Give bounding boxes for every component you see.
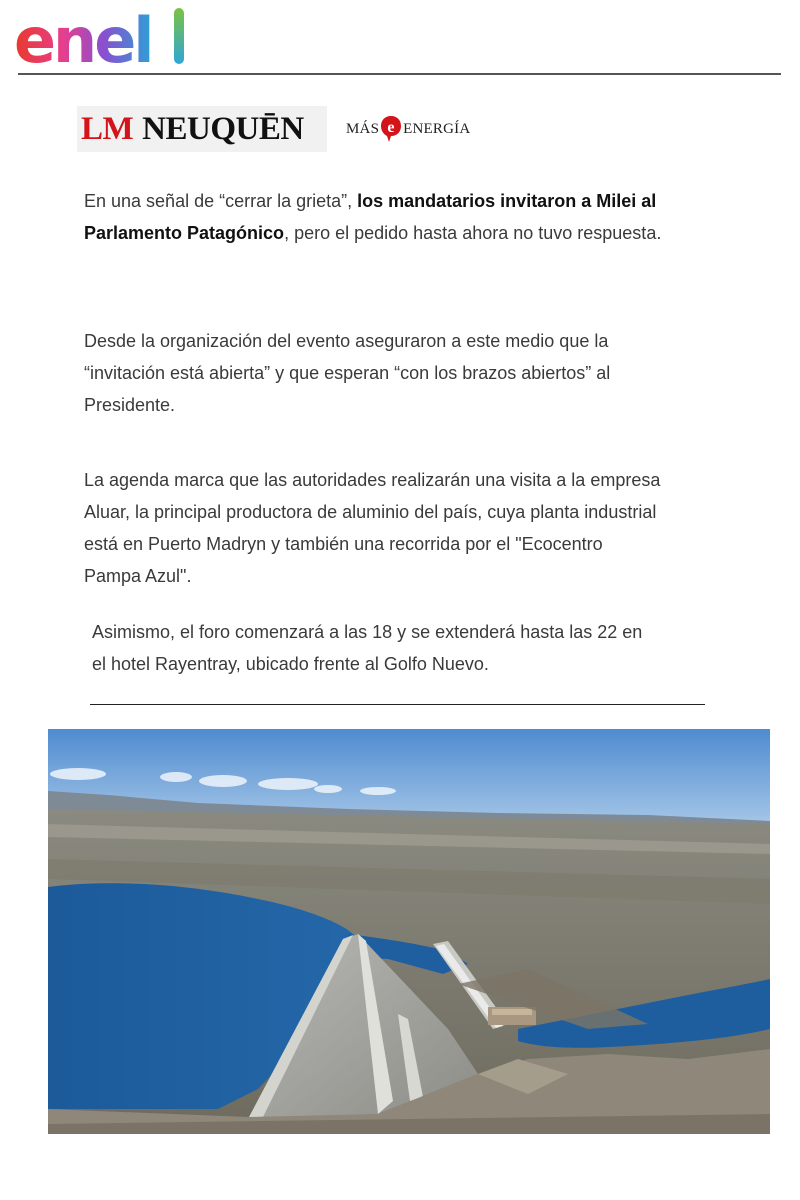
neuquen-logo-text: NEUQUĒN (142, 110, 304, 147)
dam-landscape-photo[interactable] (48, 729, 770, 1134)
article-paragraph-2: Desde la organización del evento aseguraron a este medio que la “invitación está abierta” y que esperan “con los brazos abiertos” al Presidente. (84, 331, 611, 415)
content-divider (90, 704, 705, 705)
p1-text-start: En una señal de “cerrar la grieta”, (84, 191, 358, 211)
svg-text:e: e (387, 119, 395, 136)
top-header (0, 0, 800, 76)
p1-text-end: , pero el pedido hasta ahora no tuvo respuesta. (284, 223, 662, 243)
enel-logo[interactable] (14, 4, 194, 70)
p1-bold-text: los mandatarios invitaron a Milei al Parlamento Patagónico (84, 191, 657, 243)
header-divider (18, 73, 781, 75)
article-paragraph-3: La agenda marca que las autoridades realizarán una visita a la empresa Aluar, la principal productora de aluminio del país, cuya planta industrial está en Puerto Madryn y también una recorrida por el "Ecocentro Pampa Azul". (84, 470, 661, 586)
enel-wordmark: enel (14, 4, 152, 70)
mas-text: MÁS (346, 120, 380, 137)
energy-e-icon (380, 115, 402, 143)
article-paragraph-1 (84, 185, 664, 249)
lm-logo-text: LM (81, 110, 134, 147)
energia-text: ENERGÍA (403, 120, 471, 137)
mas-energia-logo[interactable] (346, 115, 470, 143)
brand-row (77, 106, 470, 152)
lm-neuquen-logo[interactable] (77, 106, 327, 152)
article-paragraph-4: Asimismo, el foro comenzará a las 18 y se extenderá hasta las 22 en el hotel Rayentray, ubicado frente al Golfo Nuevo. (92, 622, 643, 674)
